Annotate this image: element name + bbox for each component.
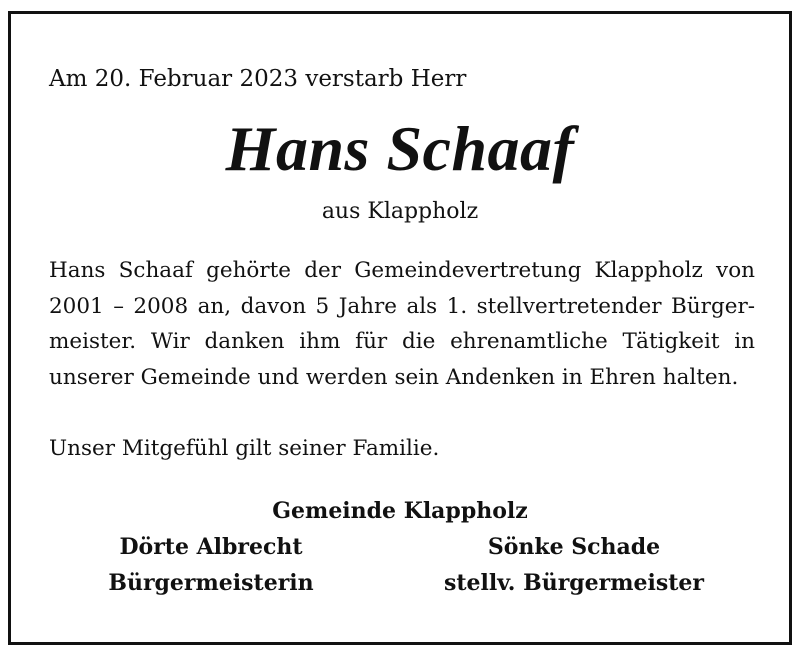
body-paragraph: Hans Schaaf gehörte der Gemeindevertretung Klappholz von 2001 – 2008 an, davon 5 Jahre als 1. stellvertretender Bürgermeister. Wir danken ihm für die ehrenamtliche Tätigkeit in unserer Gemeinde und werden sein Andenken in Ehren halten.: [49, 258, 755, 390]
signer-right-name: Sönke Schade: [487, 534, 661, 560]
origin-line: aus Klappholz: [321, 199, 479, 224]
signer-left-title: Bürgermeisterin: [108, 570, 314, 596]
signer-left-name: Dörte Albrecht: [119, 534, 303, 560]
deceased-name: Hans Schaaf: [225, 113, 575, 184]
community-name: Gemeinde Klappholz: [272, 498, 528, 524]
obituary-frame: [8, 11, 792, 645]
condolence-line: Unser Mitgefühl gilt seiner Familie.: [49, 436, 440, 461]
intro-line: Am 20. Februar 2023 verstarb Herr: [49, 66, 467, 92]
signer-right-title: stellv. Bürgermeister: [443, 570, 705, 596]
